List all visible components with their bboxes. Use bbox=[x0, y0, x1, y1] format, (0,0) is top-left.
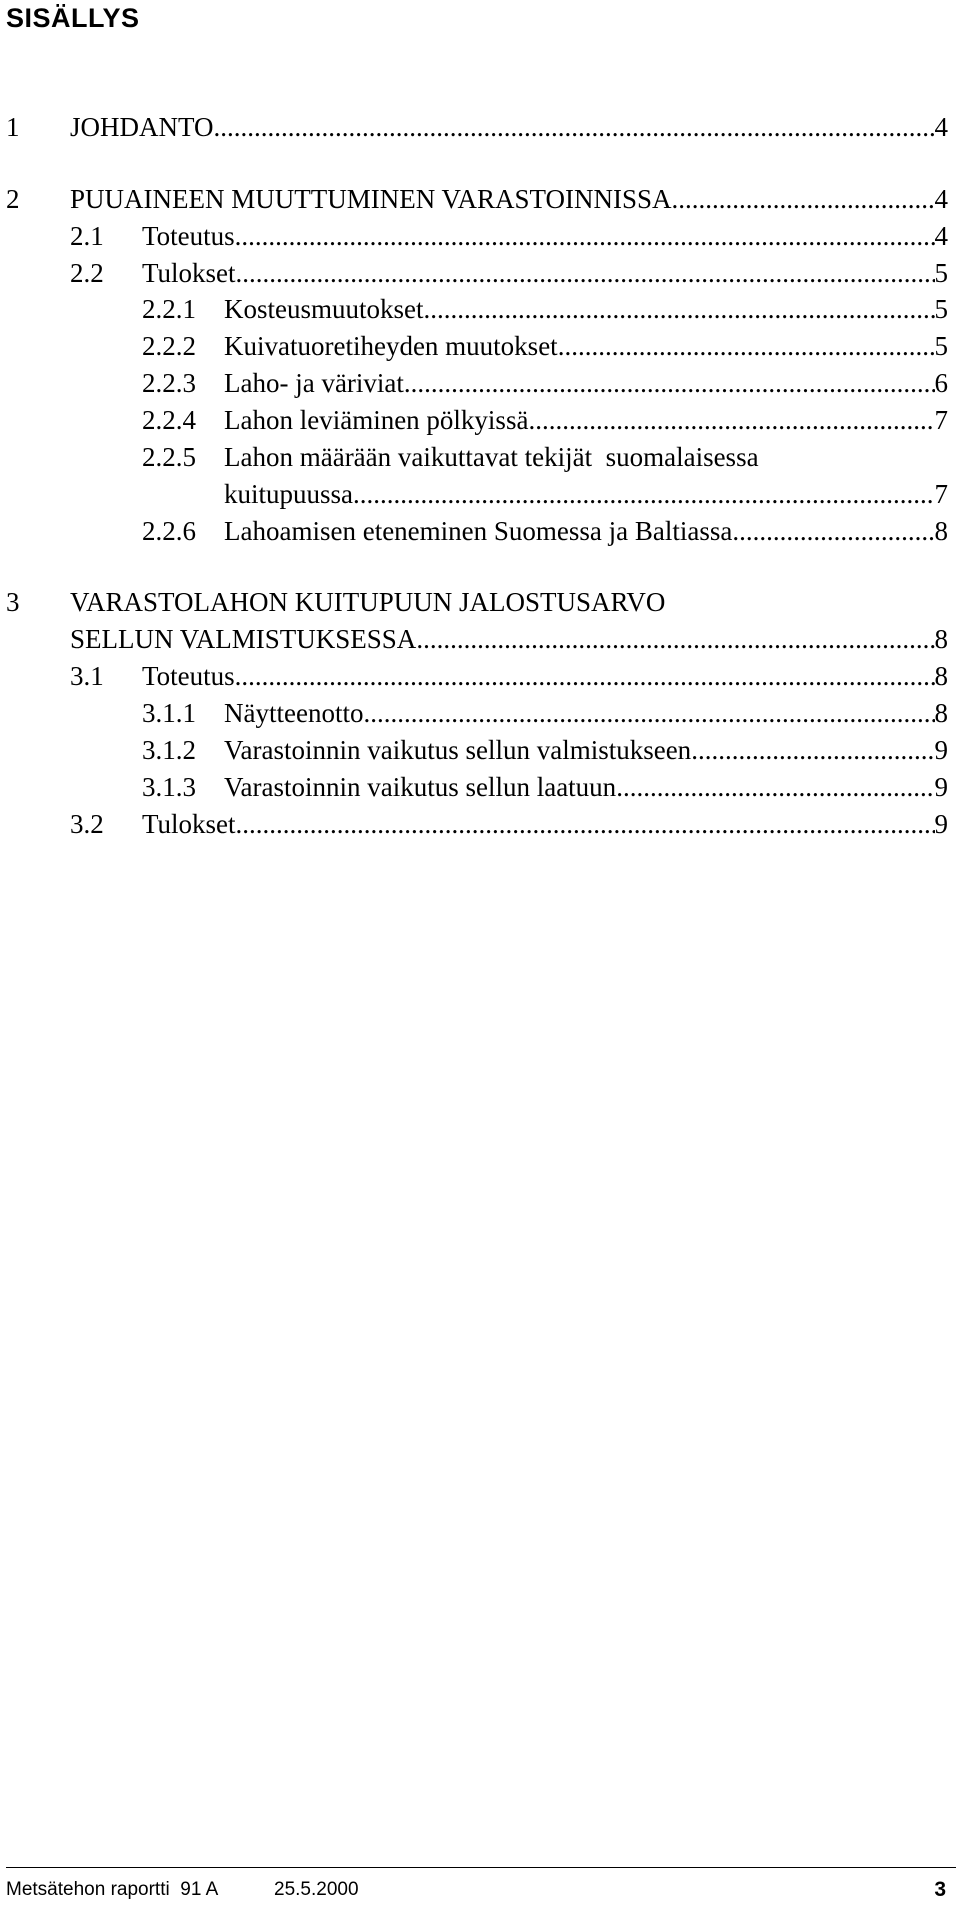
toc-entry-2-2-5[interactable] bbox=[142, 440, 948, 474]
toc-entry-number: 2.2.5 bbox=[142, 442, 196, 472]
page-footer bbox=[6, 1877, 956, 1903]
toc-entry-number: 3 bbox=[6, 587, 20, 617]
toc-entry-number: 2.2.6 bbox=[142, 516, 196, 546]
toc-entry-number: 2.2.4 bbox=[142, 405, 196, 435]
toc-entry-2-2-6[interactable] bbox=[142, 514, 948, 548]
dot-leader bbox=[691, 733, 934, 767]
footer-date: 25.5.2000 bbox=[274, 1879, 359, 1900]
toc-entry-title: Lahon määrään vaikuttavat tekijät suomalaisessa bbox=[224, 442, 759, 472]
dot-leader bbox=[732, 514, 934, 548]
toc-entry-2-2-5-continued[interactable] bbox=[224, 477, 948, 511]
toc-entry-title: Varastoinnin vaikutus sellun valmistukseen bbox=[224, 735, 692, 765]
toc-entry-number: 3.2 bbox=[70, 809, 104, 839]
footer-report-name: Metsätehon raportti 91 A bbox=[6, 1879, 219, 1900]
page-title: SISÄLLYS bbox=[6, 3, 140, 33]
toc-entry-1[interactable] bbox=[6, 110, 948, 144]
toc-entry-title-continued: kuitupuussa bbox=[224, 479, 354, 509]
toc-entry-page: 5 bbox=[934, 258, 948, 288]
toc-entry-page: 7 bbox=[934, 405, 948, 435]
toc-entry-number: 3.1.1 bbox=[142, 698, 196, 728]
toc-entry-page: 4 bbox=[934, 184, 948, 214]
toc-entry-number: 3.1.2 bbox=[142, 735, 196, 765]
toc-entry-page: 4 bbox=[934, 112, 948, 142]
footer-divider bbox=[6, 1867, 956, 1868]
dot-leader bbox=[424, 292, 935, 326]
toc-entry-3-1-1[interactable] bbox=[142, 696, 948, 730]
toc-entry-title: Toteutus bbox=[142, 661, 235, 691]
dot-leader bbox=[672, 182, 935, 216]
toc-entry-2-2[interactable] bbox=[70, 256, 948, 290]
toc-entry-number: 2.2.3 bbox=[142, 368, 196, 398]
toc-entry-3-1-2[interactable] bbox=[142, 733, 948, 767]
toc-entry-2-2-1[interactable] bbox=[142, 292, 948, 326]
toc-entry-page: 9 bbox=[934, 809, 948, 839]
dot-leader bbox=[528, 403, 934, 437]
toc-entry-2-2-3[interactable] bbox=[142, 366, 948, 400]
dot-leader bbox=[616, 770, 934, 804]
dot-leader bbox=[363, 696, 934, 730]
toc-entry-number: 2.2.1 bbox=[142, 294, 196, 324]
toc-entry-page: 9 bbox=[934, 735, 948, 765]
dot-leader bbox=[235, 219, 935, 253]
footer-page-number: 3 bbox=[934, 1878, 946, 1901]
toc-entry-number: 2 bbox=[6, 184, 20, 214]
toc-entry-number: 2.2 bbox=[70, 258, 104, 288]
toc-entry-number: 1 bbox=[6, 112, 20, 142]
toc-entry-3-2[interactable] bbox=[70, 807, 948, 841]
toc-entry-title: Kuivatuoretiheyden muutokset bbox=[224, 331, 558, 361]
toc-entry-title: JOHDANTO bbox=[70, 112, 214, 142]
toc-entry-3-1-3[interactable] bbox=[142, 770, 948, 804]
dot-leader bbox=[416, 622, 934, 656]
toc-entry-title-continued: SELLUN VALMISTUKSESSA bbox=[70, 624, 417, 654]
toc-entry-title: Tulokset bbox=[142, 258, 236, 288]
toc-entry-page: 6 bbox=[934, 368, 948, 398]
toc-entry-title: Lahon leviäminen pölkyissä bbox=[224, 405, 529, 435]
toc-entry-number: 3.1.3 bbox=[142, 772, 196, 802]
toc-entry-2[interactable] bbox=[6, 182, 948, 216]
toc-entry-title: Kosteusmuutokset bbox=[224, 294, 424, 324]
toc-entry-page: 9 bbox=[934, 772, 948, 802]
toc-entry-3-1[interactable] bbox=[70, 659, 948, 693]
toc-entry-number: 3.1 bbox=[70, 661, 104, 691]
toc-entry-title: PUUAINEEN MUUTTUMINEN VARASTOINNISSA bbox=[70, 184, 672, 214]
toc-entry-title: Varastoinnin vaikutus sellun laatuun bbox=[224, 772, 617, 802]
toc-entry-title: Toteutus bbox=[142, 221, 235, 251]
toc-entry-3-continued[interactable] bbox=[70, 622, 948, 656]
toc-entry-number: 2.1 bbox=[70, 221, 104, 251]
toc-entry-3[interactable] bbox=[6, 585, 948, 619]
toc-entry-2-2-2[interactable] bbox=[142, 329, 948, 363]
toc-entry-page: 8 bbox=[934, 624, 948, 654]
toc-entry-page: 5 bbox=[934, 331, 948, 361]
dot-leader bbox=[236, 256, 935, 290]
dot-leader bbox=[235, 659, 935, 693]
toc-entry-page: 7 bbox=[934, 479, 948, 509]
toc-entry-number: 2.2.2 bbox=[142, 331, 196, 361]
toc-entry-page: 8 bbox=[934, 698, 948, 728]
toc-entry-title: Näytteenotto bbox=[224, 698, 364, 728]
dot-leader bbox=[404, 366, 935, 400]
toc-entry-page: 8 bbox=[934, 661, 948, 691]
toc-entry-title: Lahoamisen eteneminen Suomessa ja Baltiassa bbox=[224, 516, 733, 546]
toc-entry-page: 5 bbox=[934, 294, 948, 324]
toc-entry-title: Laho- ja väriviat bbox=[224, 368, 404, 398]
toc-entry-2-1[interactable] bbox=[70, 219, 948, 253]
dot-leader bbox=[558, 329, 935, 363]
dot-leader bbox=[214, 110, 935, 144]
toc-entry-page: 4 bbox=[934, 221, 948, 251]
dot-leader bbox=[353, 477, 934, 511]
toc-entry-page: 8 bbox=[934, 516, 948, 546]
toc-entry-2-2-4[interactable] bbox=[142, 403, 948, 437]
dot-leader bbox=[236, 807, 935, 841]
toc-entry-title: VARASTOLAHON KUITUPUUN JALOSTUSARVO bbox=[70, 587, 666, 617]
toc-entry-title: Tulokset bbox=[142, 809, 236, 839]
